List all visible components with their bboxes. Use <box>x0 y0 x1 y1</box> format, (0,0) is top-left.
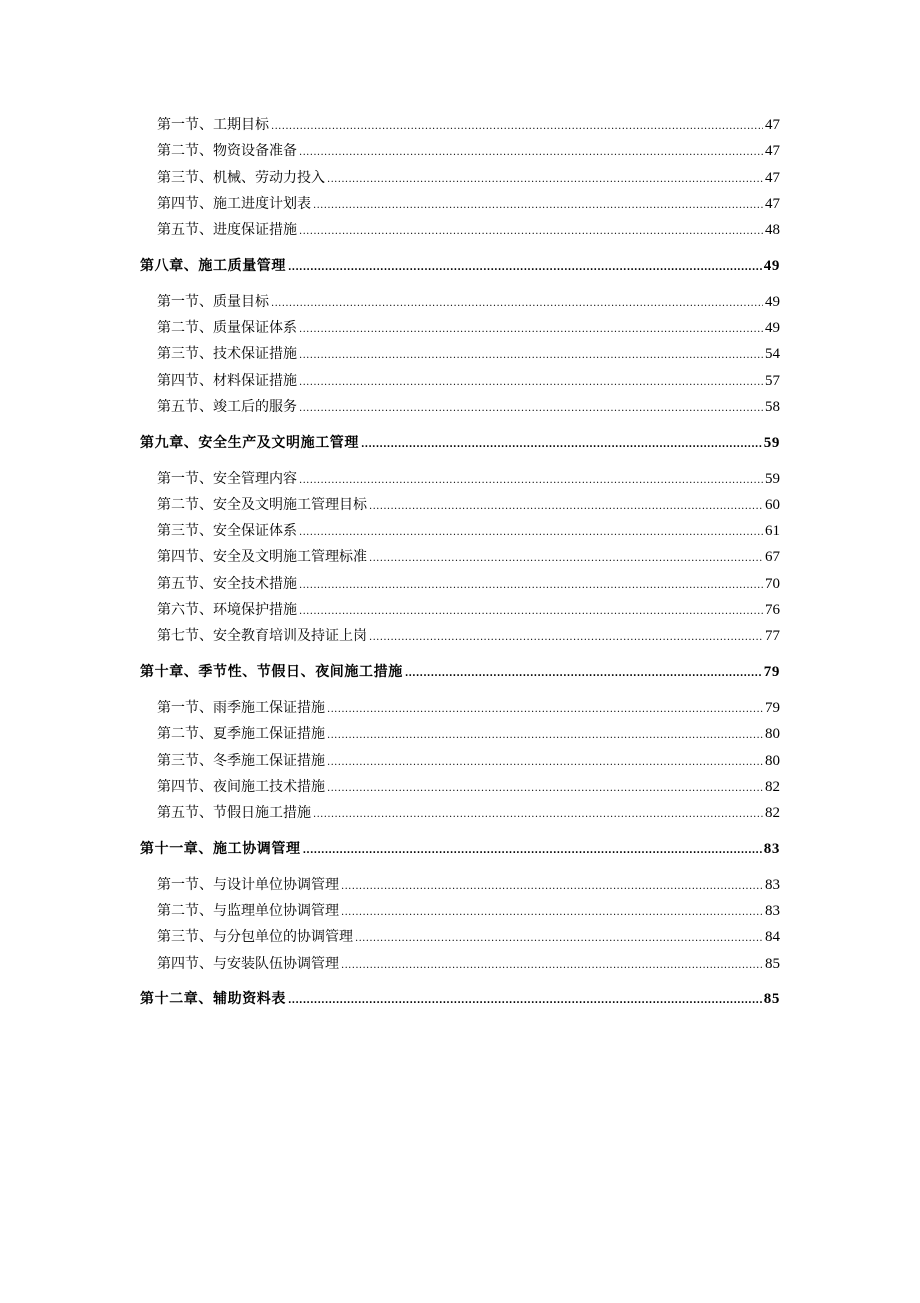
toc-entry-section[interactable] <box>140 696 780 722</box>
toc-entry-title: 第五节、节假日施工措施 <box>157 805 311 822</box>
dot-leader <box>299 318 763 342</box>
dot-leader <box>327 751 763 775</box>
toc-entry-page: 49 <box>765 320 780 337</box>
toc-entry-chapter[interactable] <box>140 431 780 457</box>
toc-entry-section[interactable] <box>140 493 780 519</box>
dot-leader <box>288 256 762 280</box>
toc-chapter-page: 83 <box>763 840 780 857</box>
toc-entry-page: 59 <box>765 470 780 487</box>
toc-entry-page: 47 <box>765 117 780 133</box>
toc-entry-page: 82 <box>765 805 780 822</box>
toc-entry-title: 第三节、技术保证措施 <box>157 346 297 363</box>
dot-leader <box>299 220 763 244</box>
toc-entry-page: 67 <box>765 549 780 566</box>
toc-entry-page: 79 <box>765 699 780 716</box>
toc-entry-title: 第六节、环境保护措施 <box>157 602 297 619</box>
toc-entry-section[interactable] <box>140 139 780 165</box>
toc-entry-chapter[interactable] <box>140 660 780 686</box>
toc-entry-title: 第五节、进度保证措施 <box>157 222 297 239</box>
toc-entry-page: 47 <box>765 169 780 186</box>
dot-leader <box>299 521 763 545</box>
toc-chapter-title: 第十章、季节性、节假日、夜间施工措施 <box>140 664 403 681</box>
toc-chapter-title: 第八章、施工质量管理 <box>140 257 286 274</box>
toc-entry-title: 第一节、质量目标 <box>157 293 269 310</box>
dot-leader <box>341 901 763 925</box>
toc-entry-title: 第三节、与分包单位的协调管理 <box>157 929 353 946</box>
toc-entry-page: 80 <box>765 726 780 743</box>
toc-entry-section[interactable] <box>140 624 780 650</box>
toc-entry-title: 第五节、安全技术措施 <box>157 575 297 592</box>
toc-entry-page: 57 <box>765 372 780 389</box>
toc-entry-section[interactable] <box>140 369 780 395</box>
toc-entry-section[interactable] <box>140 572 780 598</box>
dot-leader <box>327 724 763 748</box>
toc-entry-section[interactable] <box>140 342 780 368</box>
toc-entry-section[interactable] <box>140 952 780 978</box>
toc-entry-page: 61 <box>765 523 780 540</box>
toc-entry-page: 47 <box>765 195 780 212</box>
toc-entry-section[interactable] <box>140 519 780 545</box>
toc-entry-page: 58 <box>765 398 780 415</box>
dot-leader <box>369 626 763 650</box>
dot-leader <box>271 115 763 139</box>
toc-entry-page: 60 <box>765 496 780 513</box>
dot-leader <box>299 469 763 493</box>
toc-entry-title: 第四节、夜间施工技术措施 <box>157 778 325 795</box>
toc-entry-title: 第三节、冬季施工保证措施 <box>157 752 325 769</box>
dot-leader <box>327 777 763 801</box>
toc-entry-title: 第一节、与设计单位协调管理 <box>157 876 339 893</box>
dot-leader <box>288 989 762 1013</box>
toc-entry-section[interactable] <box>140 873 780 899</box>
toc-entry-title: 第四节、与安装队伍协调管理 <box>157 955 339 972</box>
toc-entry-section[interactable] <box>140 722 780 748</box>
toc-entry-page: 82 <box>765 778 780 795</box>
toc-chapter-page: 79 <box>763 664 780 681</box>
toc-entry-section[interactable] <box>140 899 780 925</box>
toc-entry-section[interactable] <box>140 218 780 244</box>
toc-entry-chapter[interactable] <box>140 837 780 863</box>
toc-entry-page: 54 <box>765 346 780 363</box>
toc-entry-title: 第二节、质量保证体系 <box>157 320 297 337</box>
dot-leader <box>271 292 763 316</box>
toc-entry-title: 第一节、工期目标 <box>157 117 269 133</box>
toc-entry-title: 第一节、安全管理内容 <box>157 470 297 487</box>
toc-entry-page: 83 <box>765 903 780 920</box>
dot-leader <box>299 141 763 165</box>
toc-entry-page: 70 <box>765 575 780 592</box>
dot-leader <box>313 194 763 218</box>
toc-entry-page: 77 <box>765 628 780 645</box>
toc-chapter-title: 第十二章、辅助资料表 <box>140 991 286 1008</box>
toc-entry-title: 第七节、安全教育培训及持证上岗 <box>157 628 367 645</box>
toc-entry-chapter[interactable] <box>140 987 780 1013</box>
toc-entry-title: 第四节、材料保证措施 <box>157 372 297 389</box>
dot-leader <box>369 495 763 519</box>
toc-entry-section[interactable] <box>140 775 780 801</box>
dot-leader <box>299 600 763 624</box>
toc-entry-title: 第三节、安全保证体系 <box>157 523 297 540</box>
toc-entry-page: 80 <box>765 752 780 769</box>
toc-chapter-page: 85 <box>763 991 780 1008</box>
dot-leader <box>299 574 763 598</box>
toc-entry-page: 85 <box>765 955 780 972</box>
toc-entry-section[interactable] <box>140 290 780 316</box>
dot-leader <box>361 433 762 457</box>
toc-entry-section[interactable] <box>140 166 780 192</box>
toc-entry-section[interactable] <box>140 316 780 342</box>
toc-entry-page: 47 <box>765 143 780 160</box>
toc-entry-section[interactable] <box>140 545 780 571</box>
toc-entry-title: 第四节、施工进度计划表 <box>157 195 311 212</box>
toc-chapter-page: 49 <box>763 257 780 274</box>
toc-chapter-page: 59 <box>763 434 780 451</box>
dot-leader <box>341 954 763 978</box>
toc-entry-title: 第二节、夏季施工保证措施 <box>157 726 325 743</box>
toc-entry-page: 84 <box>765 929 780 946</box>
toc-entry-title: 第三节、机械、劳动力投入 <box>157 169 325 186</box>
toc-entry-section[interactable] <box>140 749 780 775</box>
toc-entry-section[interactable] <box>140 598 780 624</box>
dot-leader <box>405 662 762 686</box>
toc-entry-title: 第四节、安全及文明施工管理标准 <box>157 549 367 566</box>
dot-leader <box>299 344 763 368</box>
dot-leader <box>327 698 763 722</box>
toc-entry-title: 第一节、雨季施工保证措施 <box>157 699 325 716</box>
toc-chapter-title: 第十一章、施工协调管理 <box>140 840 301 857</box>
toc-entry-chapter[interactable] <box>140 254 780 280</box>
toc-entry-section[interactable] <box>140 801 780 827</box>
toc-entry-page: 76 <box>765 602 780 619</box>
toc-entry-section[interactable] <box>140 395 780 421</box>
dot-leader <box>313 803 763 827</box>
dot-leader <box>299 371 763 395</box>
toc-entry-section[interactable] <box>140 925 780 951</box>
toc-entry-title: 第五节、竣工后的服务 <box>157 398 297 415</box>
toc-entry-page: 49 <box>765 293 780 310</box>
toc-entry-section[interactable] <box>140 467 780 493</box>
toc-entry-title: 第二节、与监理单位协调管理 <box>157 903 339 920</box>
toc-entry-title: 第二节、安全及文明施工管理目标 <box>157 496 367 513</box>
dot-leader <box>355 927 763 951</box>
dot-leader <box>369 547 763 571</box>
dot-leader <box>327 168 763 192</box>
toc-chapter-title: 第九章、安全生产及文明施工管理 <box>140 434 359 451</box>
dot-leader <box>341 875 763 899</box>
toc-entry-section[interactable] <box>140 113 780 139</box>
toc-entry-title: 第二节、物资设备准备 <box>157 143 297 160</box>
toc-entry-page: 48 <box>765 222 780 239</box>
table-of-contents <box>140 113 780 1023</box>
dot-leader <box>299 397 763 421</box>
toc-entry-page: 83 <box>765 876 780 893</box>
toc-entry-section[interactable] <box>140 192 780 218</box>
dot-leader <box>303 839 762 863</box>
